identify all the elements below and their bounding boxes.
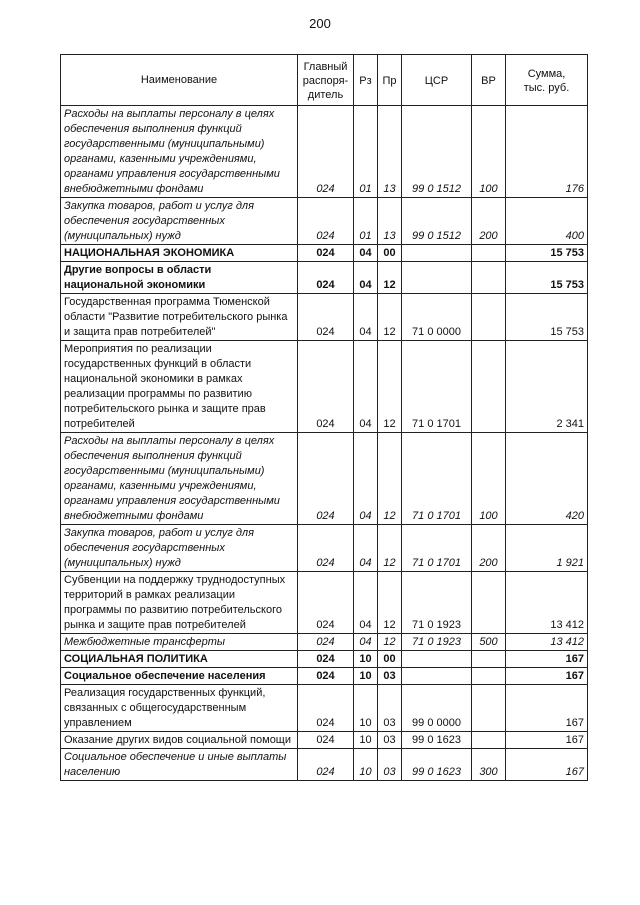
row-vr xyxy=(472,732,506,749)
row-name: Оказание других видов социальной помощи xyxy=(61,732,298,749)
row-name: Другие вопросы в области национальной экономики xyxy=(61,262,298,294)
row-pr: 13 xyxy=(378,106,402,198)
row-name: Субвенции на поддержку труднодоступных территорий в рамках реализации программы по развитию потребительского рынка и защите прав потребителей xyxy=(61,572,298,634)
row-rz: 04 xyxy=(354,433,378,525)
row-pr: 12 xyxy=(378,525,402,572)
table-row xyxy=(61,106,588,198)
row-name: Закупка товаров, работ и услуг для обеспечения государственных (муниципальных) нужд xyxy=(61,525,298,572)
row-glavny: 024 xyxy=(298,732,354,749)
row-name: Социальное обеспечение населения xyxy=(61,668,298,685)
row-name: Расходы на выплаты персоналу в целях обеспечения выполнения функций государственными (муниципальными) органами, казенными учреждениями, органами управления государственными внебюджетными фондами xyxy=(61,106,298,198)
row-glavny: 024 xyxy=(298,262,354,294)
table-row xyxy=(61,525,588,572)
row-glavny: 024 xyxy=(298,685,354,732)
row-rz: 04 xyxy=(354,262,378,294)
row-glavny: 024 xyxy=(298,634,354,651)
row-vr xyxy=(472,245,506,262)
row-csr: 99 0 0000 xyxy=(402,685,472,732)
table-row xyxy=(61,341,588,433)
header-rz: Рз xyxy=(354,55,378,106)
row-glavny: 024 xyxy=(298,433,354,525)
row-sum: 176 xyxy=(506,106,588,198)
row-vr xyxy=(472,294,506,341)
table-row xyxy=(61,732,588,749)
row-glavny: 024 xyxy=(298,106,354,198)
table-row xyxy=(61,572,588,634)
row-vr xyxy=(472,651,506,668)
row-csr: 99 0 1623 xyxy=(402,749,472,781)
row-pr: 03 xyxy=(378,749,402,781)
table-row xyxy=(61,749,588,781)
row-name: НАЦИОНАЛЬНАЯ ЭКОНОМИКА xyxy=(61,245,298,262)
row-csr: 71 0 1923 xyxy=(402,634,472,651)
row-sum: 400 xyxy=(506,198,588,245)
row-name: Реализация государственных функций, связанных с общегосударственным управлением xyxy=(61,685,298,732)
header-pr: Пр xyxy=(378,55,402,106)
header-sum-line1: Сумма, xyxy=(527,67,566,80)
row-pr: 03 xyxy=(378,668,402,685)
row-name: СОЦИАЛЬНАЯ ПОЛИТИКА xyxy=(61,651,298,668)
row-pr: 12 xyxy=(378,294,402,341)
row-rz: 04 xyxy=(354,634,378,651)
row-csr: 99 0 1512 xyxy=(402,198,472,245)
header-csr: ЦСР xyxy=(402,55,472,106)
row-sum: 15 753 xyxy=(506,294,588,341)
header-glavny-line1: Главный xyxy=(303,60,348,73)
row-vr: 500 xyxy=(472,634,506,651)
row-rz: 10 xyxy=(354,685,378,732)
table-row xyxy=(61,685,588,732)
row-sum: 1 921 xyxy=(506,525,588,572)
page-number: 200 xyxy=(309,16,331,31)
row-glavny: 024 xyxy=(298,749,354,781)
row-vr: 100 xyxy=(472,433,506,525)
row-rz: 04 xyxy=(354,572,378,634)
row-pr: 12 xyxy=(378,262,402,294)
row-pr: 13 xyxy=(378,198,402,245)
table-row xyxy=(61,634,588,651)
row-glavny: 024 xyxy=(298,294,354,341)
table-row xyxy=(61,668,588,685)
row-csr xyxy=(402,262,472,294)
row-glavny: 024 xyxy=(298,198,354,245)
row-glavny: 024 xyxy=(298,525,354,572)
row-rz: 01 xyxy=(354,106,378,198)
row-vr: 200 xyxy=(472,525,506,572)
table-header-row xyxy=(61,55,588,106)
row-csr xyxy=(402,651,472,668)
row-pr: 12 xyxy=(378,634,402,651)
row-sum: 13 412 xyxy=(506,572,588,634)
row-csr: 71 0 1701 xyxy=(402,341,472,433)
row-rz: 10 xyxy=(354,668,378,685)
row-vr: 200 xyxy=(472,198,506,245)
row-name: Мероприятия по реализации государственных функций в области национальной экономики в рамках реализации программы по развитию потребительского рынка и защите прав потребителей xyxy=(61,341,298,433)
row-glavny: 024 xyxy=(298,572,354,634)
row-rz: 10 xyxy=(354,749,378,781)
row-vr: 300 xyxy=(472,749,506,781)
row-csr: 71 0 1701 xyxy=(402,525,472,572)
row-glavny: 024 xyxy=(298,245,354,262)
row-rz: 04 xyxy=(354,341,378,433)
row-rz: 01 xyxy=(354,198,378,245)
header-name: Наименование xyxy=(61,55,298,106)
row-pr: 03 xyxy=(378,732,402,749)
table-row xyxy=(61,245,588,262)
table-row xyxy=(61,294,588,341)
header-glavny-line2: распоря- xyxy=(302,74,349,87)
row-rz: 04 xyxy=(354,294,378,341)
budget-table xyxy=(60,54,588,781)
row-pr: 03 xyxy=(378,685,402,732)
header-glavny xyxy=(298,55,354,106)
row-vr xyxy=(472,262,506,294)
row-rz: 10 xyxy=(354,651,378,668)
row-sum: 13 412 xyxy=(506,634,588,651)
row-pr: 12 xyxy=(378,433,402,525)
row-sum: 420 xyxy=(506,433,588,525)
table-row xyxy=(61,198,588,245)
row-csr xyxy=(402,245,472,262)
row-sum: 167 xyxy=(506,651,588,668)
table-row xyxy=(61,651,588,668)
row-pr: 12 xyxy=(378,341,402,433)
row-vr xyxy=(472,668,506,685)
row-rz: 04 xyxy=(354,525,378,572)
row-csr: 99 0 1623 xyxy=(402,732,472,749)
row-name: Межбюджетные трансферты xyxy=(61,634,298,651)
row-rz: 10 xyxy=(354,732,378,749)
header-glavny-line3: дитель xyxy=(307,88,344,101)
row-vr xyxy=(472,572,506,634)
row-name: Социальное обеспечение и иные выплаты населению xyxy=(61,749,298,781)
table-row xyxy=(61,433,588,525)
row-name: Государственная программа Тюменской области "Развитие потребительского рынка и защита прав потребителей" xyxy=(61,294,298,341)
row-name: Расходы на выплаты персоналу в целях обеспечения выполнения функций государственными (муниципальными) органами, казенными учреждениями, органами управления государственными внебюджетными фондами xyxy=(61,433,298,525)
row-glavny: 024 xyxy=(298,668,354,685)
row-csr: 71 0 0000 xyxy=(402,294,472,341)
header-sum xyxy=(506,55,588,106)
row-rz: 04 xyxy=(354,245,378,262)
row-sum: 2 341 xyxy=(506,341,588,433)
row-csr: 99 0 1512 xyxy=(402,106,472,198)
row-pr: 12 xyxy=(378,572,402,634)
row-sum: 167 xyxy=(506,685,588,732)
row-glavny: 024 xyxy=(298,651,354,668)
row-name: Закупка товаров, работ и услуг для обеспечения государственных (муниципальных) нужд xyxy=(61,198,298,245)
row-glavny: 024 xyxy=(298,341,354,433)
header-vr: ВР xyxy=(472,55,506,106)
row-pr: 00 xyxy=(378,245,402,262)
row-vr xyxy=(472,685,506,732)
row-sum: 167 xyxy=(506,749,588,781)
row-csr: 71 0 1923 xyxy=(402,572,472,634)
row-pr: 00 xyxy=(378,651,402,668)
row-sum: 167 xyxy=(506,732,588,749)
row-csr: 71 0 1701 xyxy=(402,433,472,525)
row-csr xyxy=(402,668,472,685)
row-vr xyxy=(472,341,506,433)
header-sum-line2: тыс. руб. xyxy=(523,81,570,94)
row-sum: 15 753 xyxy=(506,245,588,262)
row-vr: 100 xyxy=(472,106,506,198)
row-sum: 15 753 xyxy=(506,262,588,294)
table-row xyxy=(61,262,588,294)
row-sum: 167 xyxy=(506,668,588,685)
